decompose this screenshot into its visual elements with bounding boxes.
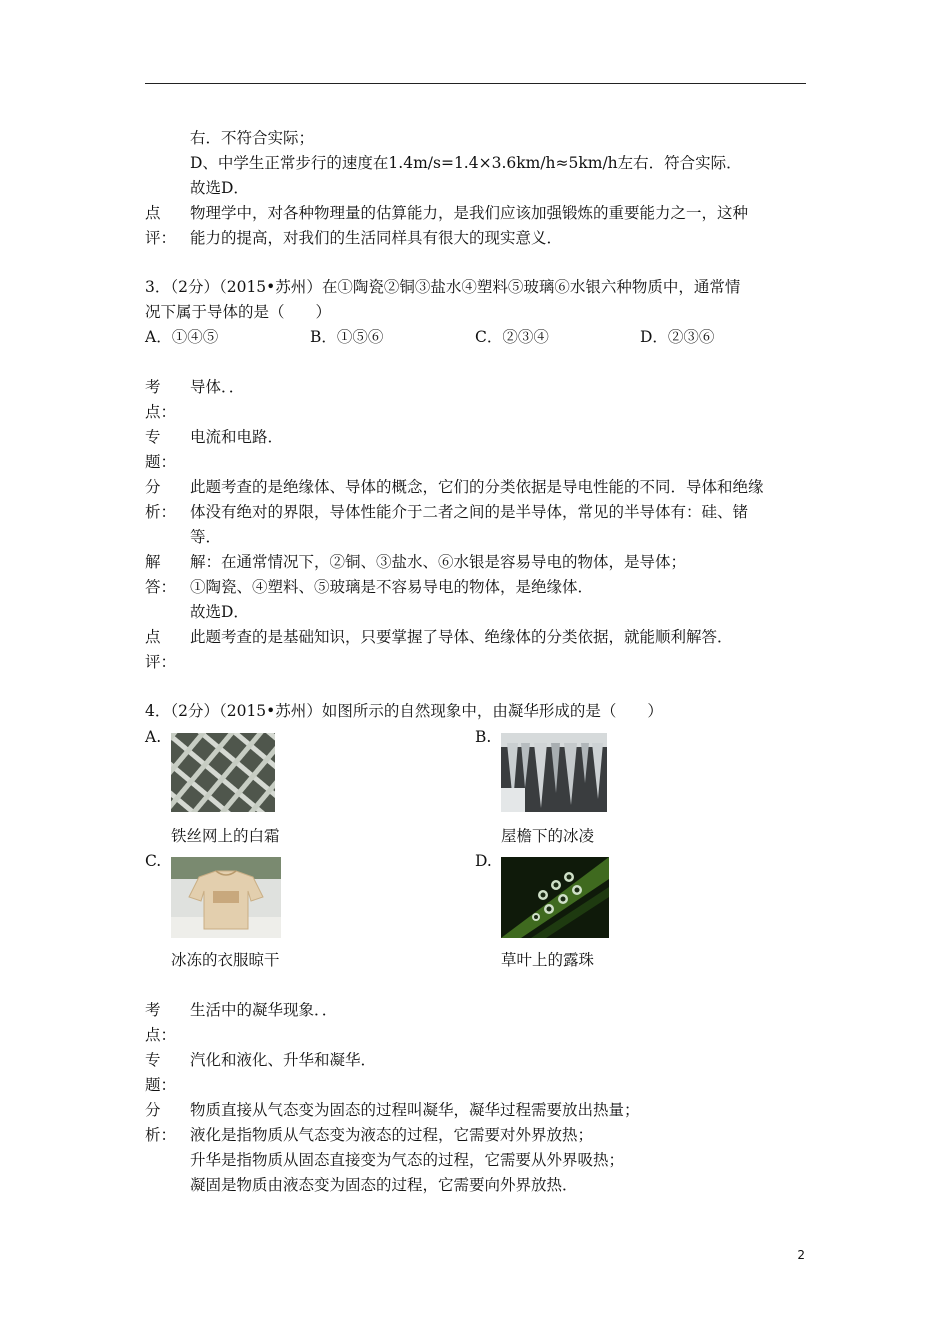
q4-fenxi-tag-1: 分 xyxy=(145,1101,161,1119)
q4-option-c-caption: 冰冻的衣服晾干 xyxy=(171,951,280,969)
q3-jieda-line-3: 故选D． xyxy=(190,603,249,621)
q3-dianping: 此题考查的是基础知识，只要掌握了导体、绝缘体的分类依据，就能顺利解答． xyxy=(190,628,733,646)
q3-stem-line-1: 3．（2分）（2015•苏州）在①陶瓷②铜③盐水④塑料⑤玻璃⑥水银六种物质中，通常情 xyxy=(145,278,741,296)
q4-fenxi-line-1: 物质直接从气态变为固态的过程叫凝华，凝华过程需要放出热量； xyxy=(190,1101,640,1119)
q4-option-d-caption: 草叶上的露珠 xyxy=(501,951,595,969)
q4-option-a-caption: 铁丝网上的白霜 xyxy=(171,827,280,845)
q3-jieda-tag-2: 答： xyxy=(145,578,177,596)
prev-comment-line-2: 能力的提高，对我们的生活同样具有很大的现实意义． xyxy=(190,229,563,247)
q4-stem: 4．（2分）（2015•苏州）如图所示的自然现象中，由凝华形成的是（ ） xyxy=(145,702,663,720)
frost-on-wire-mesh-image xyxy=(171,733,275,812)
dew-on-grass-image xyxy=(501,857,609,938)
prev-comment-tag-1: 点 xyxy=(145,204,161,222)
q3-fenxi-line-1: 此题考查的是绝缘体、导体的概念，它们的分类依据是导电性能的不同．导体和绝缘 xyxy=(190,478,764,496)
q3-zhuanti-tag-1: 专 xyxy=(145,428,161,446)
q3-fenxi-line-2: 体没有绝对的界限，导体性能介于二者之间的是半导体，常见的半导体有：硅、锗 xyxy=(190,503,749,521)
q4-kaodian: 生活中的凝华现象．． xyxy=(190,1001,338,1019)
q4-kaodian-tag-2: 点： xyxy=(145,1026,177,1044)
prev-option-d: D、中学生正常步行的速度在1.4m/s=1.4×3.6km/h≈5km/h左右．符合实际． xyxy=(190,154,742,172)
q3-stem-line-2: 况下属于导体的是（ ） xyxy=(145,303,332,321)
q4-zhuanti: 汽化和液化、升华和凝华． xyxy=(190,1051,377,1069)
q3-option-d: D．②③⑥ xyxy=(640,328,715,346)
icicles-image xyxy=(501,733,607,812)
q3-zhuanti-tag-2: 题： xyxy=(145,453,177,471)
q4-option-b-caption: 屋檐下的冰凌 xyxy=(501,827,595,845)
q3-jieda-line-2: ①陶瓷、④塑料、⑤玻璃是不容易导电的物体，是绝缘体． xyxy=(190,578,594,596)
q3-option-b: B．①⑤⑥ xyxy=(310,328,384,346)
q3-jieda-tag-1: 解 xyxy=(145,553,161,571)
prev-c-continued: 右．不符合实际； xyxy=(190,129,315,147)
q3-kaodian: 导体．． xyxy=(190,378,245,396)
q4-kaodian-tag-1: 考 xyxy=(145,1001,161,1019)
q3-fenxi-tag-2: 析： xyxy=(145,503,177,521)
prev-choose: 故选D． xyxy=(190,179,249,197)
q4-option-c-letter: C. xyxy=(145,852,162,870)
q3-kaodian-tag-1: 考 xyxy=(145,378,161,396)
q3-option-c: C．②③④ xyxy=(475,328,549,346)
q4-fenxi-tag-2: 析： xyxy=(145,1126,177,1144)
frozen-clothes-image xyxy=(171,857,281,938)
q4-fenxi-line-2: 液化是指物质从气态变为液态的过程，它需要对外界放热； xyxy=(190,1126,594,1144)
q4-option-a-letter: A. xyxy=(145,728,162,746)
q4-zhuanti-tag-1: 专 xyxy=(145,1051,161,1069)
q3-option-a: A．①④⑤ xyxy=(145,328,219,346)
q4-fenxi-line-3: 升华是指物质从固态直接变为气态的过程，它需要从外界吸热； xyxy=(190,1151,625,1169)
q3-jieda-line-1: 解：在通常情况下，②铜、③盐水、⑥水银是容易导电的物体，是导体； xyxy=(190,553,687,571)
q4-zhuanti-tag-2: 题： xyxy=(145,1076,177,1094)
header-rule xyxy=(145,83,806,84)
q3-dianping-tag-2: 评： xyxy=(145,653,177,671)
q4-fenxi-line-4: 凝固是物质由液态变为固态的过程，它需要向外界放热． xyxy=(190,1176,578,1194)
prev-comment-line-1: 物理学中，对各种物理量的估算能力，是我们应该加强锻炼的重要能力之一，这种 xyxy=(190,204,749,222)
page-number: 2 xyxy=(797,1248,805,1262)
q4-option-b-letter: B. xyxy=(475,728,492,746)
q3-kaodian-tag-2: 点： xyxy=(145,403,177,421)
q3-zhuanti: 电流和电路． xyxy=(190,428,284,446)
q3-fenxi-line-3: 等． xyxy=(190,528,222,546)
q3-dianping-tag-1: 点 xyxy=(145,628,161,646)
prev-comment-tag-2: 评： xyxy=(145,229,177,247)
q4-option-d-letter: D. xyxy=(475,852,492,870)
q3-fenxi-tag-1: 分 xyxy=(145,478,161,496)
